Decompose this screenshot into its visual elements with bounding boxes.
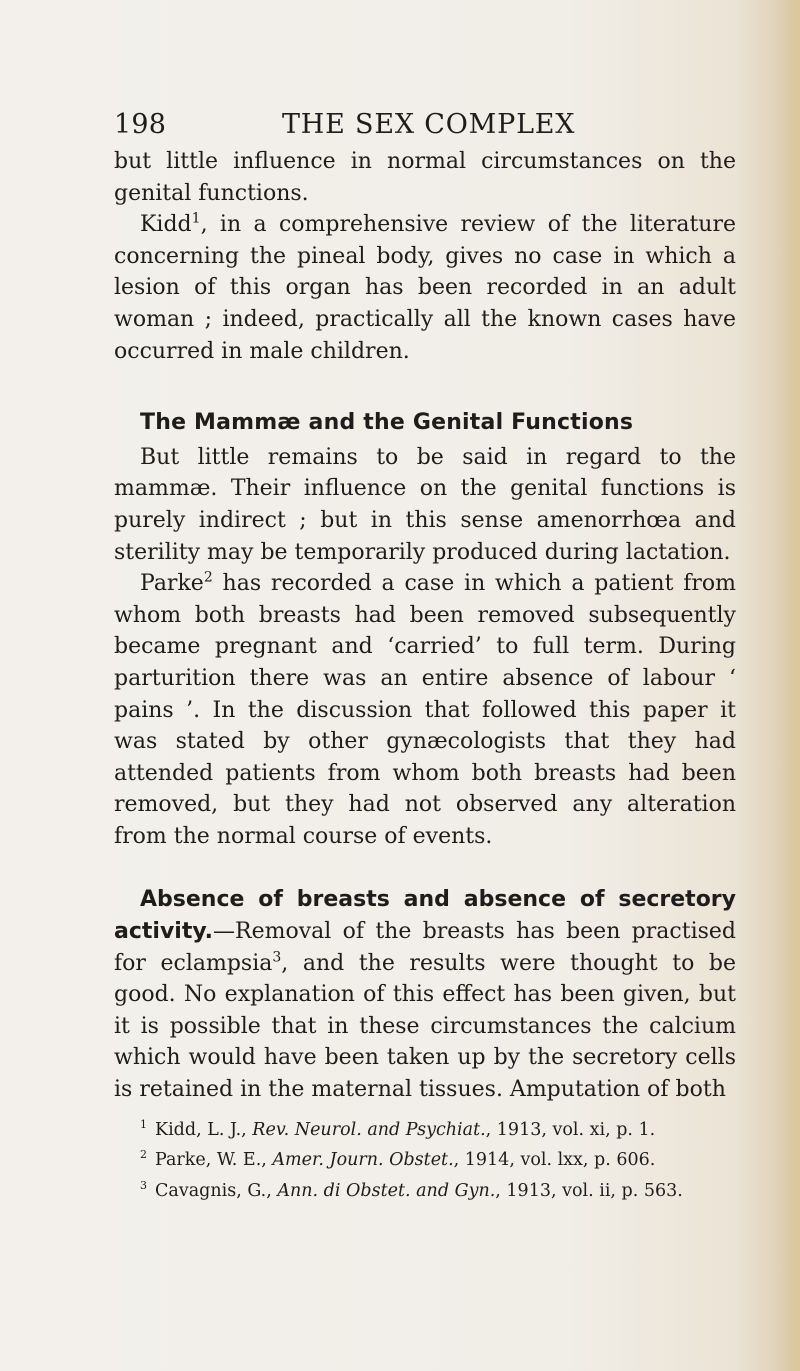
paragraph-kidd-end: , in a comprehensive review of the literature concerning the pineal body, gives no case in which a lesion of this organ has been recorded in an adult woman ; indeed, practically all the known cases have occurred in male children. [114, 212, 736, 364]
running-title: THE SEX COMPLEX [282, 109, 576, 140]
paragraph-parke-start: Parke [140, 571, 204, 597]
paragraph-mammae: But little remains to be said in regard to the mammæ. Their influence on the genital functions is purely indirect ; but in this sense amenorrhœa and sterility may be temporarily produced during lactation. [114, 444, 736, 565]
footnote-journal: Amer. Journ. Obstet. [272, 1150, 454, 1171]
footnote-mark: 2 [140, 1148, 147, 1162]
footnote-mark: 3 [140, 1179, 147, 1193]
footnote-author: Parke, W. E., [155, 1150, 273, 1171]
footnote-ref-2: 2 [203, 569, 213, 586]
paragraph-absence [114, 884, 736, 1105]
paragraph-continuation: but little influence in normal circumstances on the genital functions. [114, 149, 736, 206]
page-edge-shadow [778, 0, 800, 1371]
run-in-text-end: , and the results were thought to be good. No explanation of this effect has been given, but it is possible that in these circumstances the calcium which would have been taken up by the secretory cells is retained in the maternal tissues. Amputation of both [114, 950, 736, 1103]
footnote-author: Cavagnis, G., [155, 1181, 278, 1202]
page-content [114, 108, 736, 1204]
footnote-author: Kidd, L. J., [155, 1119, 253, 1140]
footnote-details: , 1913, vol. xi, p. 1. [485, 1119, 656, 1140]
footnote [114, 1173, 736, 1204]
paragraph-kidd-start: Kidd [140, 212, 192, 238]
footnote-ref-3: 3 [272, 949, 282, 966]
footnote-mark: 1 [140, 1117, 147, 1131]
footnote-details: , 1914, vol. lxx, p. 606. [453, 1150, 656, 1171]
paragraph-parke-end: has recorded a case in which a patient from whom both breasts had been removed subsequently became pregnant and ‘carried’ to full term. During parturition there was an entire absence of labour ‘ pains ’. In the discussion that followed this paper it was stated by other gynæcologists that they had attended patients from whom both breasts had been removed, but they had not observed any alteration from the normal course of events. [114, 571, 736, 849]
paragraph-parke [114, 568, 736, 852]
footnote [114, 1112, 736, 1143]
paragraph-kidd [114, 209, 736, 367]
footnotes [114, 1112, 736, 1204]
footnote-details: , 1913, vol. ii, p. 563. [495, 1181, 683, 1202]
footnote-ref-1: 1 [191, 210, 201, 227]
footnote [114, 1142, 736, 1173]
run-in-heading: Absence of breasts and absence of secretory activity. [114, 887, 736, 945]
footnote-journal: Ann. di Obstet. and Gyn. [277, 1181, 496, 1202]
page-header [114, 108, 736, 146]
run-in-text-start: —Removal of the breasts has been practised for eclampsia [114, 919, 736, 976]
footnote-journal: Rev. Neurol. and Psychiat. [252, 1119, 486, 1140]
page-number: 198 [114, 109, 167, 140]
section-heading: The Mammæ and the Genital Functions [140, 410, 634, 436]
